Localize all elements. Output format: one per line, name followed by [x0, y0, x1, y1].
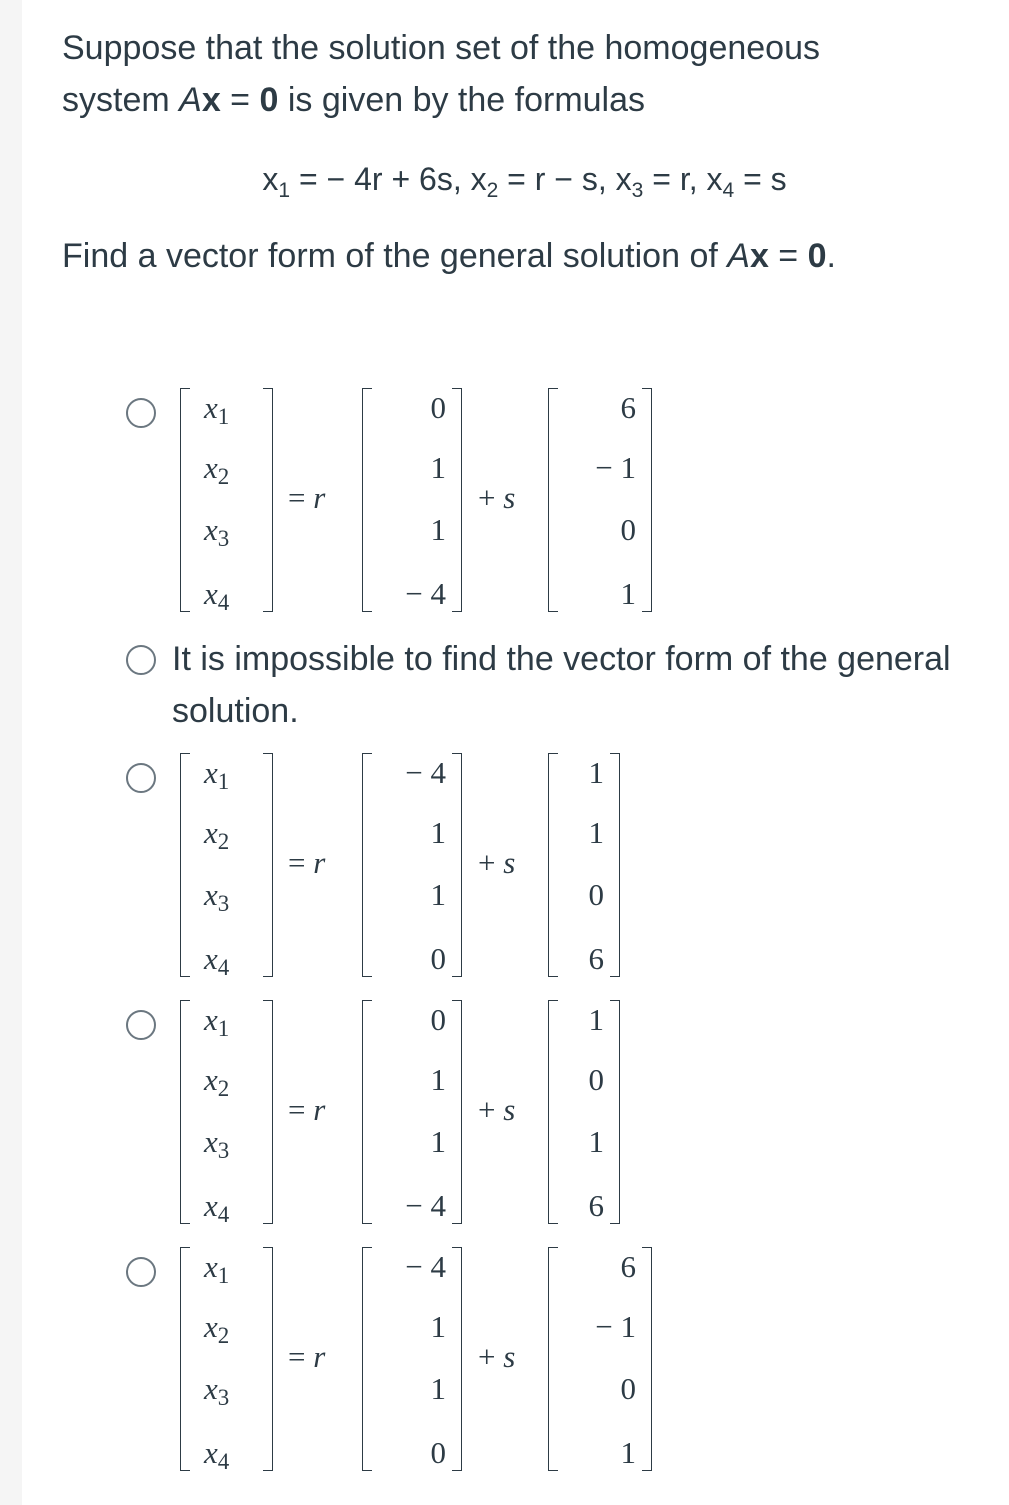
r-vector-entry: 1	[430, 1124, 446, 1159]
plus-s: + s	[478, 480, 516, 515]
plus-s: + s	[478, 1092, 516, 1127]
s-vector	[548, 1247, 652, 1471]
r-vector-entry: 1	[430, 815, 446, 850]
equals-r: = r	[288, 480, 326, 515]
r-vector	[362, 388, 462, 612]
x4: $x_4$	[204, 576, 230, 615]
plus-s: + s	[478, 845, 516, 880]
option-1-radio[interactable]	[126, 398, 156, 428]
r-vector-entry: 1	[430, 1309, 446, 1344]
s-vector-entry: 0	[620, 512, 636, 547]
s-vector-entry: 0	[588, 1062, 604, 1097]
r-vector-entry: 0	[430, 390, 446, 425]
s-vector	[548, 388, 652, 612]
equals-r: = r	[288, 845, 326, 880]
x3: $x_3$	[204, 1371, 230, 1410]
option-3-equation[interactable]	[180, 753, 660, 980]
x3: $x_3$	[204, 877, 230, 916]
r-vector-entry: 1	[430, 512, 446, 547]
r-vector-entry: − 4	[405, 755, 446, 790]
r-vector-entry: − 4	[405, 1249, 446, 1284]
r-vector-entry: 1	[430, 450, 446, 485]
x1: $x_1$	[204, 390, 230, 429]
r-vector-entry: − 4	[405, 1188, 446, 1223]
x1: $x_1$	[204, 1249, 230, 1288]
r-vector-entry: 0	[430, 1435, 446, 1470]
r-vector-entry: − 4	[405, 576, 446, 611]
solution-formulas: $x_1$ = − 4r + 6s, $x_2 = r - s$, $x_3 = r$, $x_4 = s$	[262, 161, 787, 202]
x-vector	[180, 753, 273, 980]
r-vector-entry: 1	[430, 1062, 446, 1097]
r-vector-entry: 0	[430, 1002, 446, 1037]
x4: $x_4$	[204, 1435, 230, 1474]
option-2-radio[interactable]	[126, 645, 156, 675]
r-vector-entry: 0	[430, 941, 446, 976]
r-vector	[362, 1000, 462, 1224]
option-5-radio[interactable]	[126, 1257, 156, 1287]
plus-s: + s	[478, 1339, 516, 1374]
x-vector	[180, 1000, 273, 1227]
s-vector-entry: 6	[588, 1188, 604, 1223]
s-vector-entry: 6	[588, 941, 604, 976]
question-instruction: Find a vector form of the general solution of Ax = 0.	[62, 237, 836, 275]
s-vector	[548, 1000, 620, 1224]
question-line-1: Suppose that the solution set of the homogeneous	[62, 29, 820, 67]
x1: $x_1$	[204, 755, 230, 794]
x2: $x_2$	[204, 1062, 230, 1101]
x4: $x_4$	[204, 941, 230, 980]
r-vector-entry: 1	[430, 877, 446, 912]
question-prompt	[62, 22, 962, 126]
option-2-label[interactable]: It is impossible to find the vector form of the general solution.	[172, 640, 951, 730]
s-vector-entry: 0	[588, 877, 604, 912]
option-4-radio[interactable]	[126, 1010, 156, 1040]
r-vector	[362, 753, 462, 977]
x2: $x_2$	[204, 450, 230, 489]
equals-r: = r	[288, 1092, 326, 1127]
s-vector	[548, 753, 620, 977]
x-vector	[180, 1247, 273, 1474]
s-vector-entry: 1	[588, 1124, 604, 1159]
left-gutter	[0, 0, 22, 1505]
s-vector-entry: 1	[588, 755, 604, 790]
s-vector-entry: 1	[588, 1002, 604, 1037]
x2: $x_2$	[204, 1309, 230, 1348]
s-vector-entry: − 1	[595, 450, 636, 485]
x3: $x_3$	[204, 512, 230, 551]
s-vector-entry: 1	[588, 815, 604, 850]
question-line-2: system Ax = 0 is given by the formulas	[62, 81, 646, 119]
s-vector-entry: − 1	[595, 1309, 636, 1344]
x1: $x_1$	[204, 1002, 230, 1041]
option-1-equation[interactable]	[180, 388, 660, 615]
s-vector-entry: 1	[620, 576, 636, 611]
x3: $x_3$	[204, 1124, 230, 1163]
equals-r: = r	[288, 1339, 326, 1374]
s-vector-entry: 6	[620, 1249, 636, 1284]
x2: $x_2$	[204, 815, 230, 854]
option-3-radio[interactable]	[126, 763, 156, 793]
s-vector-entry: 6	[620, 390, 636, 425]
x4: $x_4$	[204, 1188, 230, 1227]
s-vector-entry: 0	[620, 1371, 636, 1406]
option-5-equation[interactable]	[180, 1247, 660, 1474]
s-vector-entry: 1	[620, 1435, 636, 1470]
x-vector	[180, 388, 273, 615]
r-vector	[362, 1247, 462, 1471]
option-4-equation[interactable]	[180, 1000, 660, 1227]
r-vector-entry: 1	[430, 1371, 446, 1406]
